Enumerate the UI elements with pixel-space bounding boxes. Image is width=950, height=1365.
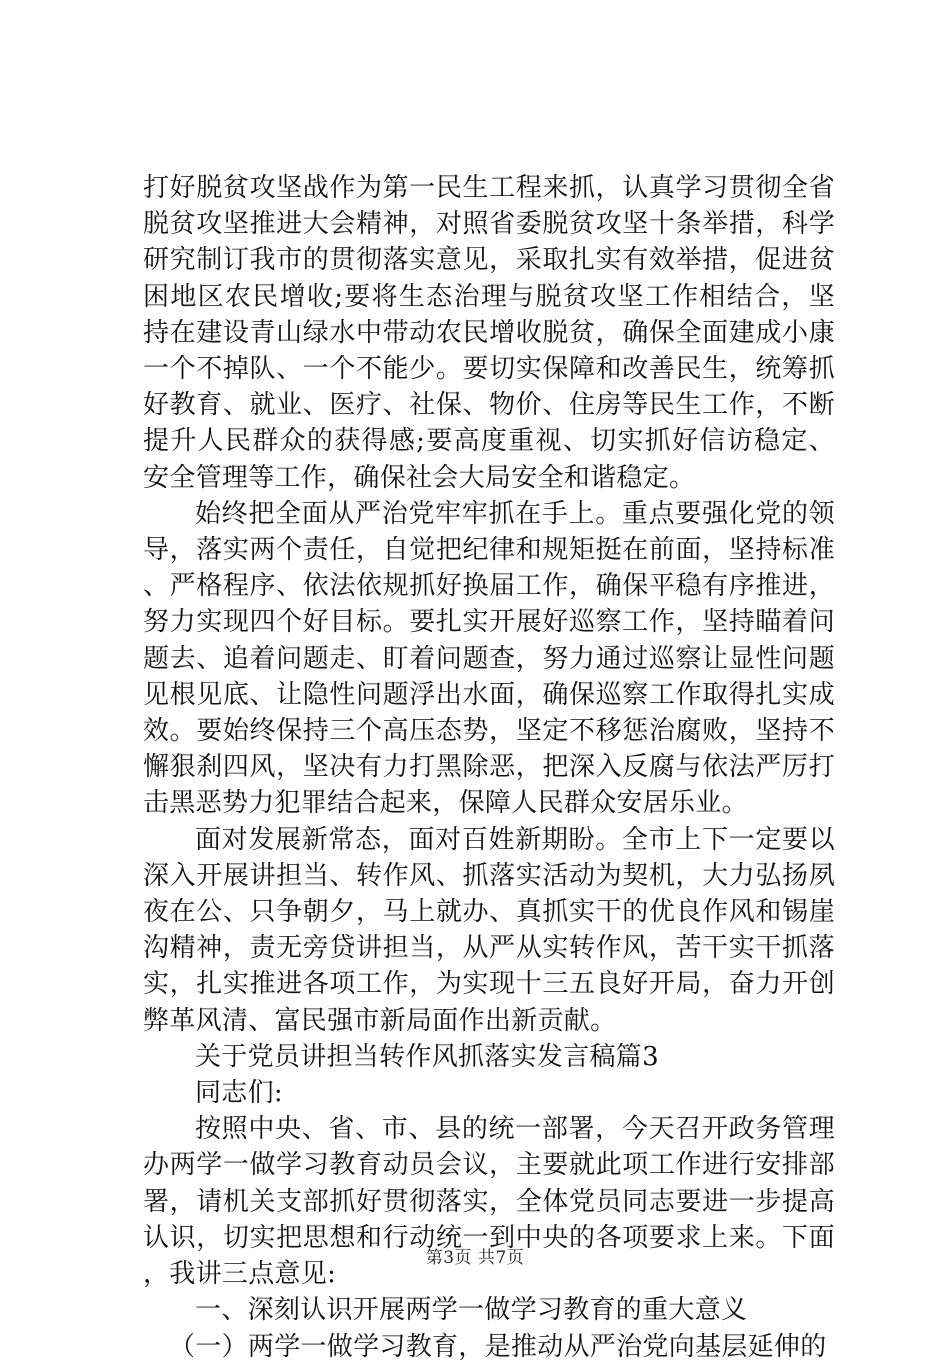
paragraph-intro: 按照中央、省、市、县的统一部署，今天召开政务管理办两学一做学习教育动员会议，主要就此项工作进行安排部署，请机关支部抓好贯彻落实，全体党员同志要进一步提高认识，切实把思想和行动统一到中央的各项要求上来。下面，我讲三点意见: (143, 1114, 835, 1290)
paragraph-new-normal: 面对发展新常态，面对百姓新期盼。全市上下一定要以深入开展讲担当、转作风、抓落实活动为契机，大力弘扬夙夜在公、只争朝夕，马上就办、真抓实干的优良作风和锡崖沟精神，责无旁贷讲担当，从严从实转作风，苦干实干抓落实，扎实推进各项工作，为实现十三五良好开局，奋力开创弊革风清、富民强市新局面作出新贡献。 (143, 824, 835, 1036)
salutation: 同志们: (195, 1078, 283, 1109)
sub-heading-one: （一）两学一做学习教育，是推动从严治党向基层延伸的 (169, 1331, 827, 1362)
document-body (143, 170, 835, 1365)
paragraph-party-discipline: 始终把全面从严治党牢牢抓在手上。重点要强化党的领导，落实两个责任，自觉把纪律和规矩挺在前面，坚持标准、严格程序、依法依规抓好换届工作，确保平稳有序推进，努力实现四个好目标。要扎实开展好巡察工作，坚持瞄着问题去、追着问题走、盯着问题查，努力通过巡察让显性问题见根见底、让隐性问题浮出水面，确保巡察工作取得扎实成效。要始终保持三个高压态势，坚定不移惩治腐败，坚持不懈狠刹四风，坚决有力打黑除恶，把深入反腐与依法严厉打击黑恶势力犯罪结合起来，保障人民群众安居乐业。 (143, 498, 835, 819)
section-title: 关于党员讲担当转作风抓落实发言稿篇3 (195, 1041, 659, 1072)
page-number-footer: 第3页 共7页 (425, 1248, 525, 1268)
heading-one: 一、深刻认识开展两学一做学习教育的重大意义 (195, 1295, 748, 1326)
paragraph-poverty-alleviation: 打好脱贫攻坚战作为第一民生工程来抓，认真学习贯彻全省脱贫攻坚推进大会精神，对照省委脱贫攻坚十条举措，科学研究制订我市的贯彻落实意见，采取扎实有效举措，促进贫困地区农民增收;要将生态治理与脱贫攻坚工作相结合，坚持在建设青山绿水中带动农民增收脱贫，确保全面建成小康一个不掉队、一个不能少。要切实保障和改善民生，统筹抓好教育、就业、医疗、社保、物价、住房等民生工作，不断提升人民群众的获得感;要高度重视、切实抓好信访稳定、安全管理等工作，确保社会大局安全和谐稳定。 (143, 173, 835, 493)
